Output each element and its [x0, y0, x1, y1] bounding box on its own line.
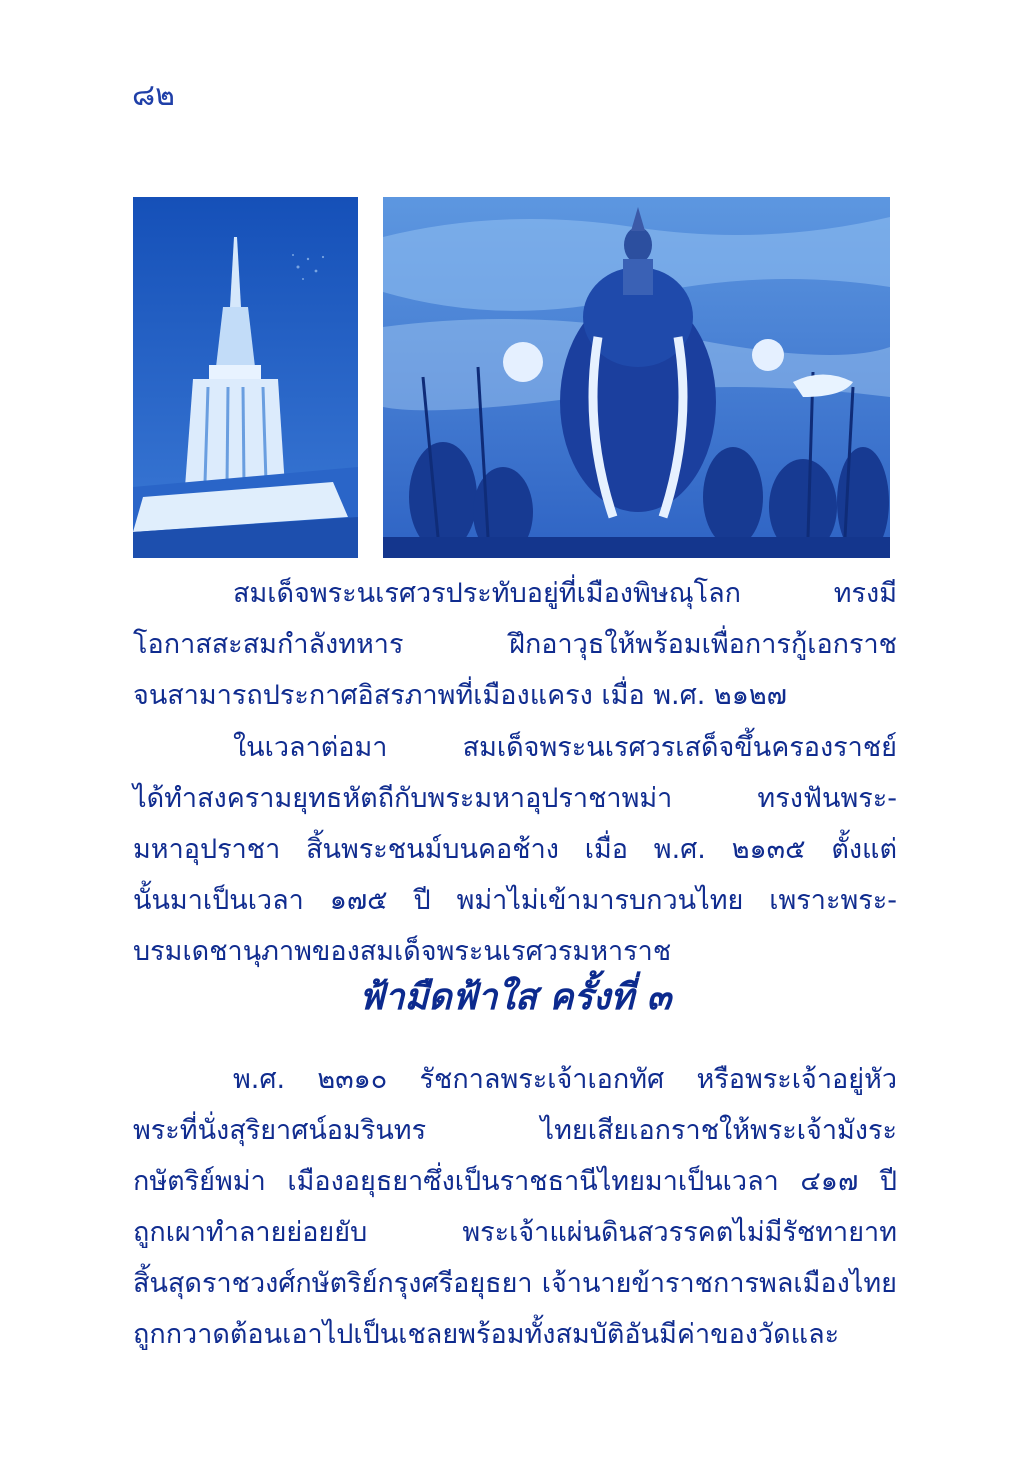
text-line: พระที่นั่งสุริยาศน์อมรินทร ไทยเสียเอกราชให้พระเจ้ามังระ [133, 1115, 897, 1146]
text-line: พ.ศ. ๒๓๑๐ รัชกาลพระเจ้าเอกทัศ หรือพระเจ้าอยู่หัว [233, 1064, 897, 1095]
text-line: ได้ทำสงครามยุทธหัตถีกับพระมหาอุปราชาพม่า ทรงฟันพระ- [133, 783, 897, 814]
war-elephant-icon [383, 197, 890, 558]
paragraph-elephant-battle [133, 722, 897, 977]
photo-war-elephant [383, 197, 890, 558]
paragraph-fall-of-ayutthaya [133, 1054, 897, 1360]
photo-chedi [133, 197, 358, 558]
text-line: ในเวลาต่อมา สมเด็จพระนเรศวรเสด็จขึ้นครองราชย์ [233, 732, 897, 763]
text-line: นั้นมาเป็นเวลา ๑๗๕ ปี พม่าไม่เข้ามารบกวนไทย เพราะพระ- [133, 885, 897, 916]
text-line: สมเด็จพระนเรศวรประทับอยู่ที่เมืองพิษณุโลก ทรงมี [233, 578, 897, 609]
text-line: บรมเดชานุภาพของสมเด็จพระนเรศวรมหาราช [133, 936, 672, 967]
text-line: กษัตริย์พม่า เมืองอยุธยาซึ่งเป็นราชธานีไทยมาเป็นเวลา ๔๑๗ ปี [133, 1166, 897, 1197]
section-heading: ฟ้ามืดฟ้าใส ครั้งที่ ๓ [358, 976, 672, 1018]
paragraph-naresuan-independence [133, 568, 897, 721]
text-line: โอกาสสะสมกำลังทหาร ฝึกอาวุธให้พร้อมเพื่อการกู้เอกราช [133, 629, 897, 660]
chedi-icon [133, 197, 358, 558]
text-line: สิ้นสุดราชวงศ์กษัตริย์กรุงศรีอยุธยา เจ้านายข้าราชการพลเมืองไทย [133, 1268, 897, 1299]
text-line: ถูกกวาดต้อนเอาไปเป็นเชลยพร้อมทั้งสมบัติอันมีค่าของวัดและ [133, 1319, 840, 1350]
text-line: ถูกเผาทำลายย่อยยับ พระเจ้าแผ่นดินสวรรคตไม่มีรัชทายาท [133, 1217, 897, 1248]
text-line: จนสามารถประกาศอิสรภาพที่เมืองแครง เมื่อ พ.ศ. ๒๑๒๗ [133, 680, 787, 711]
page-number: ๘๒ [132, 78, 175, 113]
text-line: มหาอุปราชา สิ้นพระชนม์บนคอช้าง เมื่อ พ.ศ. ๒๑๓๕ ตั้งแต่ [133, 834, 897, 865]
